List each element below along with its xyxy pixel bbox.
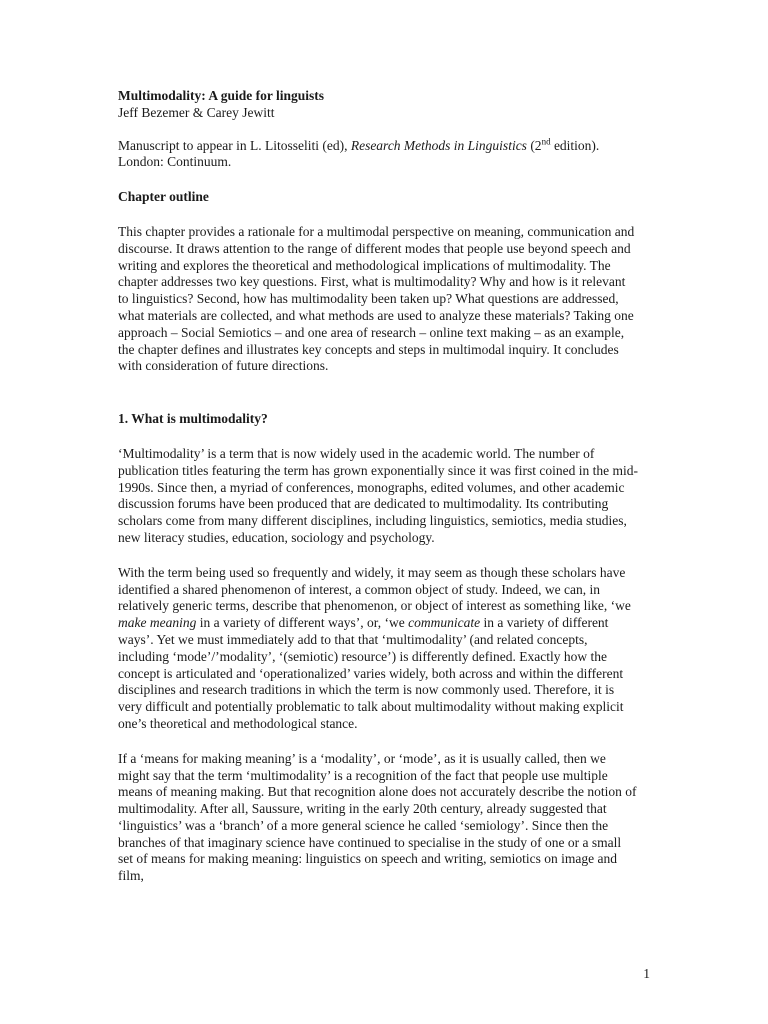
page-number: 1 (643, 966, 650, 981)
manuscript-prefix: Manuscript to appear in L. Litosseliti (ed), (118, 137, 351, 153)
para2-part-c: in a variety of different ways’. Yet we must immediately add to that that ‘multimodality’ (and related concepts, including ‘mode’/’modality’, ‘(semiotic) resource’) is differently defined. Exactly how the concept is articulated and ‘operationalized’ varies widely, both across and within the different disciplines and research traditions in which the term is now commonly used. Therefore, it is very difficult and potentially problematic to talk about multimodality without making explicit one’s theoretical and methodological stance. (118, 615, 624, 731)
manuscript-suffix: edition). London: Continuum. (118, 137, 600, 170)
edition-superscript: nd (541, 136, 551, 147)
title-block (118, 88, 638, 122)
chapter-outline-heading: Chapter outline (118, 189, 209, 205)
document-title: Multimodality: A guide for linguists (118, 88, 325, 103)
para2-part-a: With the term being used so frequently and widely, it may seem as though these scholars have identified a shared phenomenon of interest, a common object of study. Indeed, we can, in relatively generic terms, describe that phenomenon, or object of interest as something like, ‘we (118, 564, 631, 614)
document-page (118, 88, 638, 885)
edition-open: (2 (526, 137, 542, 153)
section-paragraph-2 (118, 565, 638, 733)
para2-emphasis-communicate: communicate (408, 615, 481, 631)
manuscript-note (118, 138, 638, 172)
book-title: Research Methods in Linguistics (350, 137, 527, 153)
para2-emphasis-make-meaning: make meaning (118, 615, 197, 631)
section-heading: 1. What is multimodality? (118, 411, 268, 427)
chapter-outline-paragraph: This chapter provides a rationale for a multimodal perspective on meaning, communication and discourse. It draws attention to the range of different modes that people use beyond speech and writing and explores the theoretical and methodological implications of multimodality. The chapter addresses two key questions. First, what is multimodality? Why and how is it relevant to linguistics? Second, how has multimodality been taken up? What questions are addressed, what materials are collected, and what methods are used to analyze these materials? Taking one approach – Social Semiotics – and one area of research – online text making – as an example, the chapter defines and illustrates key concepts and steps in multimodal inquiry. It concludes with consideration of future directions. (118, 223, 635, 374)
section-paragraph-3: If a ‘means for making meaning’ is a ‘modality’, or ‘mode’, as it is usually called, then we might say that the term ‘multimodality’ is a recognition of the fact that people use multiple means of meaning making. But that recognition alone does not accurately describe the notion of multimodality. After all, Saussure, writing in the early 20th century, already suggested that ‘linguistics’ was a ‘branch’ of a more general science he called ‘semiology’. Since then the branches of that imaginary science have continued to specialise in the study of one or a small set of means for making meaning: linguistics on speech and writing, semiotics on image and film, (118, 750, 637, 884)
para2-part-b: in a variety of different ways’, or, ‘we (196, 615, 409, 631)
document-authors: Jeff Bezemer & Carey Jewitt (118, 104, 275, 120)
section-paragraph-1: ‘Multimodality’ is a term that is now widely used in the academic world. The number of publication titles featuring the term has grown exponentially since it was first coined in the mid-1990s. Since then, a myriad of conferences, monographs, edited volumes, and other academic discussion forums have been produced that are dedicated to multimodality. Its contributing scholars come from many different disciplines, including linguistics, semiotics, media studies, new literacy studies, education, sociology and psychology. (118, 445, 638, 545)
